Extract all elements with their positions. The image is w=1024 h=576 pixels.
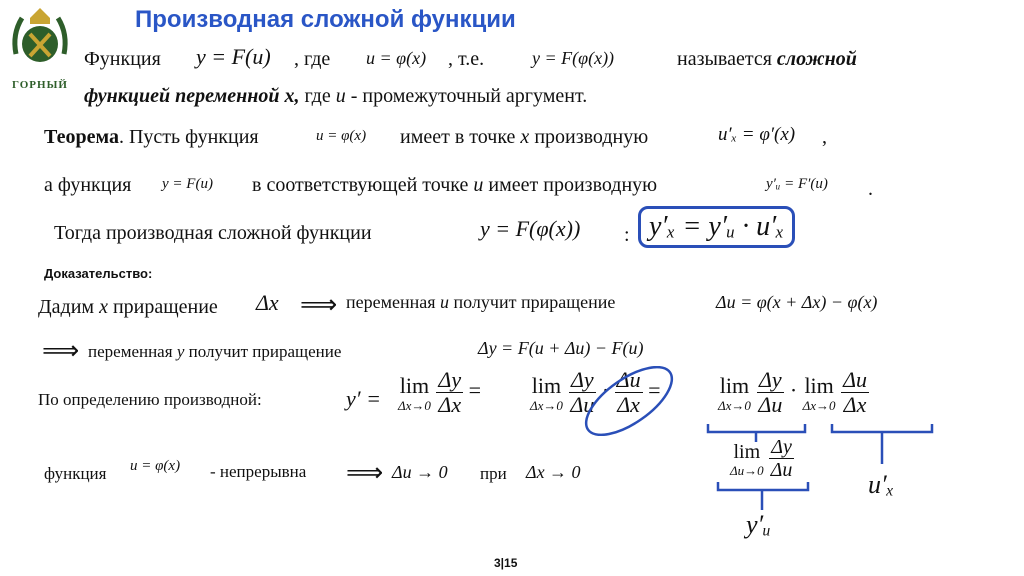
proof-continuous: - непрерывна <box>210 462 307 481</box>
frac-5-num: Δu <box>843 367 867 392</box>
page-number: 3|15 <box>494 556 518 570</box>
definition-line-2 <box>84 85 587 108</box>
theorem-result-box: y′ₓ = y′ᵤ · u′ₓ <box>638 206 795 248</box>
lim-3-word: lim <box>719 373 750 399</box>
lim-5-word: lim <box>733 440 761 463</box>
def-complex-text: сложной <box>776 48 857 70</box>
theorem-comma: , <box>822 126 827 148</box>
def-formula-2: u = φ(x) <box>366 48 427 68</box>
theorem-formula-4: y′ᵤ = F′(u) <box>766 176 828 192</box>
theorem-dot: . <box>868 178 873 200</box>
proof-formula-du0: Δu → 0 <box>392 462 448 482</box>
crest-icon <box>6 4 74 74</box>
frac-4-den: Δu <box>758 392 783 418</box>
proof-label: Доказательство: <box>44 266 153 281</box>
proof-formula-dx0: Δx → 0 <box>526 462 581 482</box>
proof-p1-x: x <box>99 296 108 318</box>
lim-1-word: lim <box>399 373 430 399</box>
proof-formula-u: u = φ(x) <box>130 458 181 474</box>
theorem-line-3: Тогда производная сложной функции <box>54 222 372 244</box>
frac-6-num: Δy <box>771 436 792 458</box>
def-called <box>677 48 857 71</box>
theorem-label: Теорема <box>44 126 119 148</box>
label-ux: u′ₓ <box>868 470 895 499</box>
frac-dy-du-3 <box>769 436 795 481</box>
proof-line-3: По определению производной: <box>38 390 262 409</box>
limit-expression-4 <box>730 436 794 481</box>
theorem-text-1: . Пусть функция <box>118 126 259 148</box>
theorem-text-3: производную <box>534 126 649 148</box>
logo <box>6 4 74 92</box>
limit-expression-3 <box>718 368 869 417</box>
lim-4-sub: Δx→0 <box>802 398 836 414</box>
proof-p1-text: Дадим <box>38 296 95 318</box>
proof-at: при <box>480 464 507 483</box>
frac-dy-du-2 <box>756 368 784 417</box>
lim-4 <box>803 373 836 412</box>
cancel-ellipse <box>574 366 684 436</box>
def-formula-1: y = F(u) <box>196 44 271 69</box>
def-where: , где <box>294 48 331 70</box>
lim-5-sub: Δu→0 <box>730 462 764 478</box>
def-line2-bold: функцией переменной x, <box>84 85 300 107</box>
proof-p1-text-2: приращение <box>112 296 218 318</box>
label-yu: y′ᵤ <box>746 510 771 539</box>
frac-3-den: Δx <box>617 392 640 418</box>
logo-text: ГОРНЫЙ <box>12 79 68 91</box>
theorem-colon: : <box>624 224 630 246</box>
lim-1-sub: Δx→0 <box>398 398 431 414</box>
eq-2: = <box>648 377 661 403</box>
eq-1: = <box>468 377 482 403</box>
lim-3-sub: Δx→0 <box>718 398 751 414</box>
frac-1-den: Δx <box>438 392 462 418</box>
mul-2: · <box>789 377 798 403</box>
proof-p1-var: переменная <box>346 292 436 312</box>
theorem-x: x <box>520 126 530 148</box>
proof-yprime: y′ = <box>346 386 381 411</box>
frac-4-num: Δy <box>759 367 782 392</box>
def-formula-3: y = F(φ(x)) <box>532 48 615 68</box>
frac-du-dx-2 <box>841 368 869 417</box>
proof-formula-du: Δu = φ(x + Δx) − φ(x) <box>716 292 878 312</box>
def-called-text: называется <box>677 48 772 70</box>
proof-dx: Δx <box>256 290 279 315</box>
def-line2-u: u <box>335 85 346 107</box>
theorem-formula-5: y = F(φ(x)) <box>480 216 581 241</box>
theorem-u: u <box>473 174 484 196</box>
proof-p1-inc: получит приращение <box>453 292 616 312</box>
proof-p2-text: переменная <box>88 342 173 361</box>
frac-1-num: Δy <box>438 367 462 392</box>
lim-5 <box>730 441 764 477</box>
proof-line-1 <box>38 296 218 319</box>
frac-5-den: Δx <box>843 392 867 418</box>
theorem-line-1 <box>44 126 259 149</box>
theorem-text-2-label: имеет в точке <box>400 126 516 148</box>
page-title: Производная сложной функции <box>135 6 516 33</box>
lim-2-word: lim <box>531 373 562 399</box>
lim-2 <box>530 373 563 412</box>
theorem-line-2-mid <box>252 174 657 197</box>
theorem-line2-text-2: имеет производную <box>488 174 658 196</box>
frac-3-num: Δu <box>616 367 641 392</box>
theorem-formula-1: u = φ(x) <box>316 128 367 144</box>
frac-6-den: Δu <box>770 459 793 481</box>
lim-2-sub: Δx→0 <box>530 398 563 414</box>
definition-line-1 <box>84 48 161 71</box>
proof-p2-inc: получит приращение <box>188 342 342 361</box>
lim-1 <box>398 373 431 412</box>
lim-3 <box>718 373 751 412</box>
limit-expression-1 <box>398 368 481 417</box>
theorem-text-2 <box>400 126 648 149</box>
frac-dy-dx <box>436 368 463 417</box>
implies-icon: ⟹ <box>300 290 338 319</box>
def-line2-where: где <box>304 85 331 107</box>
proof-p1-rest <box>346 292 615 313</box>
theorem-formula-2: u′ₓ = φ′(x) <box>718 124 796 145</box>
mul-1: · <box>601 377 610 403</box>
proof-formula-dy: Δy = F(u + Δu) − F(u) <box>478 338 644 358</box>
implies-icon-3: ⟹ <box>346 458 384 487</box>
proof-line-4: функция <box>44 464 107 483</box>
def-line2-rest: - промежуточный аргумент. <box>350 85 588 107</box>
lim-4-word: lim <box>804 373 834 399</box>
theorem-line2-text: в соответствующей точке <box>252 174 469 196</box>
frac-2-den: Δu <box>570 392 595 418</box>
frac-2-num: Δy <box>571 367 594 392</box>
proof-p2-y: y <box>176 342 185 361</box>
proof-line-2 <box>88 342 341 362</box>
theorem-formula-3: y = F(u) <box>162 176 213 192</box>
proof-p1-u: u <box>440 292 450 312</box>
def-ie: , т.е. <box>448 48 485 70</box>
def-word-function: Функция <box>84 48 161 70</box>
implies-icon-2: ⟹ <box>42 336 80 365</box>
theorem-line-2: а функция <box>44 174 132 196</box>
